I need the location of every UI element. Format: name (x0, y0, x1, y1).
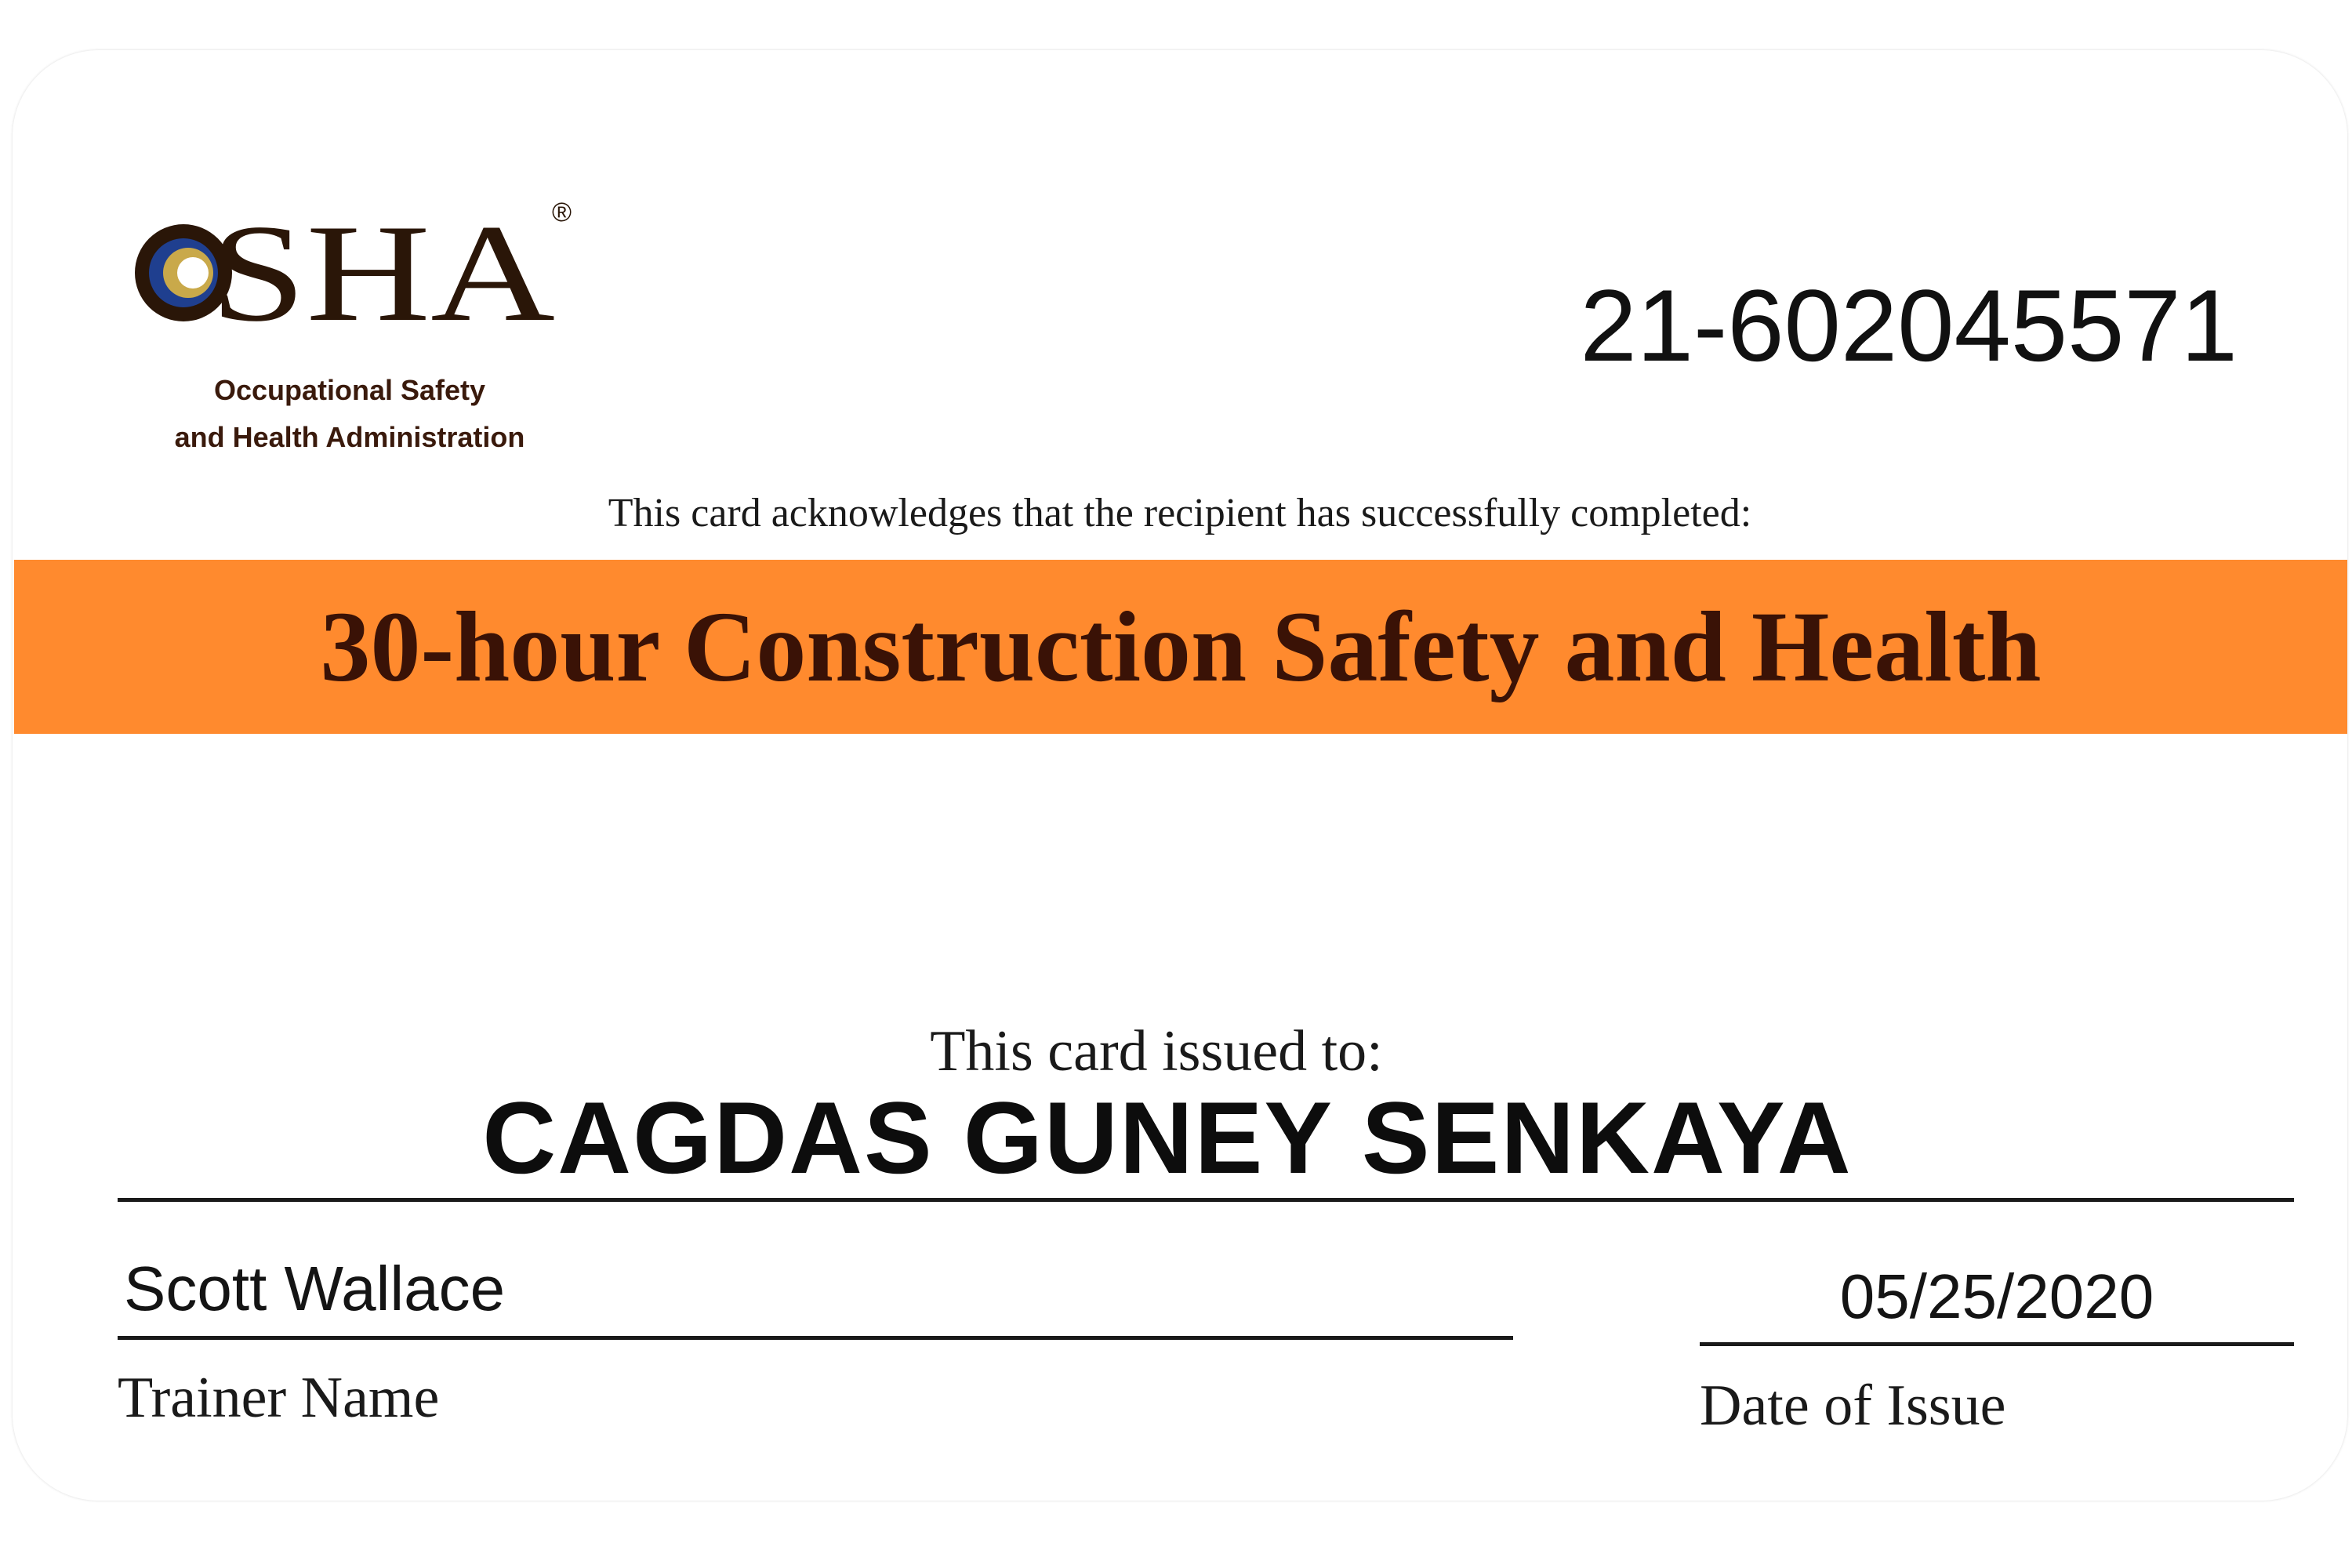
osha-card (13, 50, 2347, 1501)
issued-to-label: This card issued to: (930, 1019, 1383, 1083)
recipient-name: CAGDAS GUNEY SENKAYA (482, 1080, 1853, 1195)
trainer-underline (118, 1336, 1513, 1340)
logo-line-1: Occupational Safety (213, 374, 486, 406)
osha-logo (122, 188, 577, 453)
acknowledgement-text: This card acknowledges that the recipient has successfully completed: (608, 491, 1752, 535)
svg-text:SHA: SHA (210, 195, 555, 345)
osha-wordmark (122, 188, 577, 345)
recipient-underline (118, 1198, 2294, 1202)
date-of-issue-label: Date of Issue (1700, 1374, 2006, 1438)
card-number: 21-602045571 (1580, 268, 2238, 383)
date-of-issue-value: 05/25/2020 (1839, 1261, 2154, 1331)
registered-mark: ® (552, 198, 572, 227)
course-title: 30-hour Construction Safety and Health (320, 591, 2042, 702)
date-underline (1700, 1342, 2294, 1346)
logo-line-2: and Health Administration (174, 421, 525, 453)
trainer-name-label: Trainer Name (118, 1366, 440, 1430)
osha-logo-text (122, 367, 577, 461)
trainer-name-value: Scott Wallace (124, 1254, 506, 1323)
course-banner (14, 560, 2347, 734)
